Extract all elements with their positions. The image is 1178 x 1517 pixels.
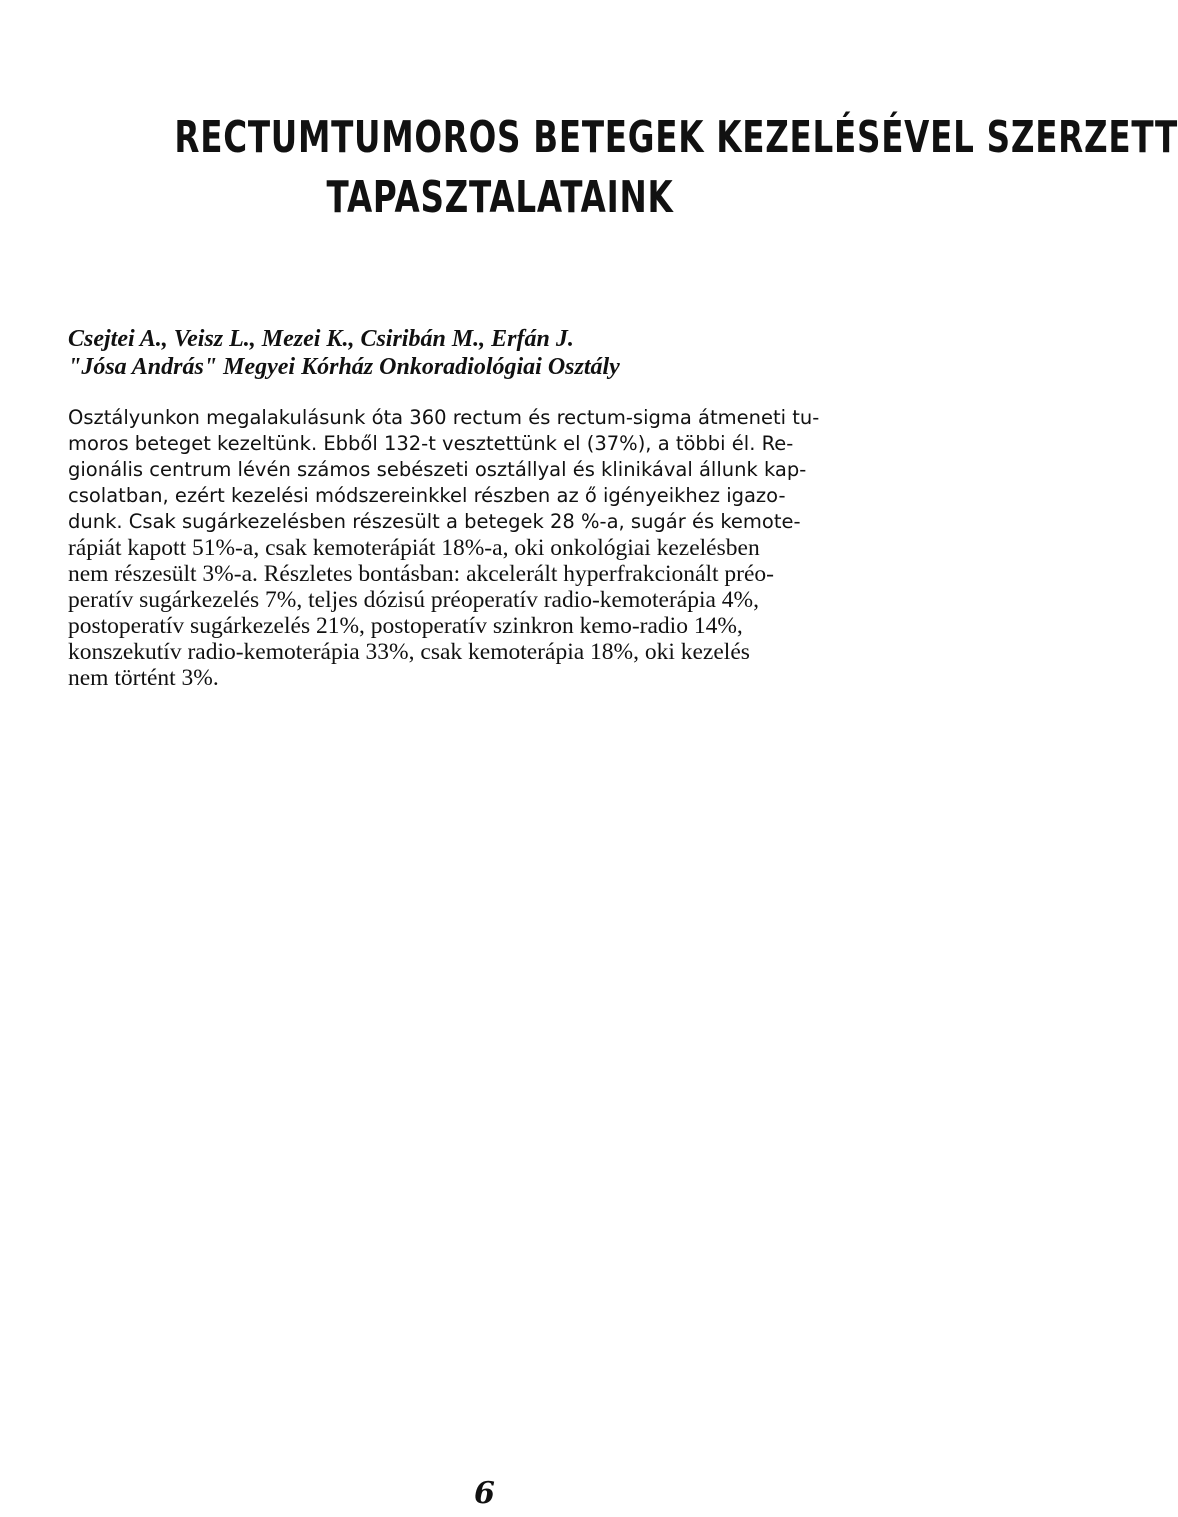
abstract-line: moros beteget kezeltünk. Ebből 132-t vesztettünk el (37%), a többi él. Re-	[68, 432, 794, 455]
author-names: Csejtei A., Veisz L., Mezei K., Csiribán M., Erfán J.	[68, 326, 574, 352]
abstract-line: dunk. Csak sugárkezelésben részesült a betegek 28 %-a, sugár és kemote-	[68, 510, 801, 533]
abstract-line: postoperatív sugárkezelés 21%, postoperatív szinkron kemo-radio 14%,	[68, 613, 743, 639]
author-affiliation: "Jósa András" Megyei Kórház Onkoradiológiai Osztály	[68, 354, 620, 380]
abstract-line: nem részesült 3%-a. Részletes bontásban: akcelerált hyperfrakcionált préo-	[68, 561, 774, 587]
author-block	[68, 325, 928, 381]
abstract-line: peratív sugárkezelés 7%, teljes dózisú préoperatív radio-kemoterápia 4%,	[68, 587, 760, 613]
abstract-line: rápiát kapott 51%-a, csak kemoterápiát 18%-a, oki onkológiai kezelésben	[68, 535, 760, 561]
title-line-1: RECTUMTUMOROS BETEGEK KEZELÉSÉVEL SZERZETT	[174, 112, 1178, 163]
abstract-line: nem történt 3%.	[68, 665, 219, 691]
article-title	[174, 108, 1178, 228]
abstract-line: konszekutív radio-kemoterápia 33%, csak kemoterápia 18%, oki kezelés	[68, 639, 750, 665]
title-line-2: TAPASZTALATAINK	[326, 172, 674, 223]
abstract-line: Osztályunkon megalakulásunk óta 360 rectum és rectum-sigma átmeneti tu-	[68, 406, 820, 429]
handwritten-page-mark: 6	[474, 1476, 495, 1511]
abstract-text	[68, 405, 958, 691]
abstract-line: csolatban, ezért kezelési módszereinkkel részben az ő igényeikhez igazo-	[68, 484, 786, 507]
abstract-line: gionális centrum lévén számos sebészeti osztállyal és klinikával állunk kap-	[68, 458, 807, 481]
